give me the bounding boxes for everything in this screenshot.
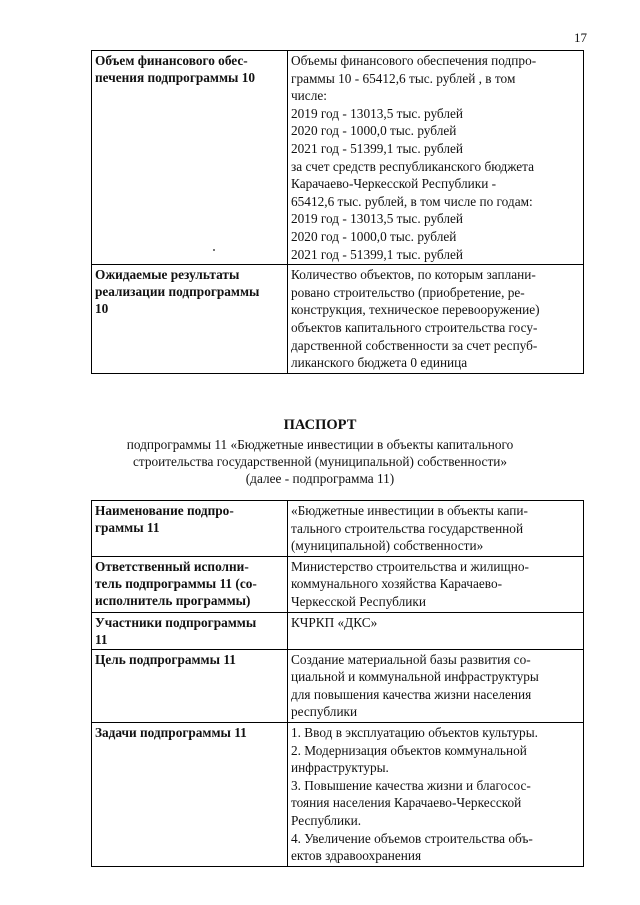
value-line: Создание материальной базы развития со- xyxy=(291,651,531,667)
value-line: Объемы финансового обеспечения подпро- xyxy=(291,53,537,68)
table-row xyxy=(92,612,584,649)
value-line: Карачаево-Черкесской Республики - xyxy=(291,176,497,192)
value-line: 2019 год - 13013,5 тыс. рублей xyxy=(291,105,464,121)
scan-speck xyxy=(213,249,215,251)
value-line: «Бюджетные инвестиции в объекты капи- xyxy=(291,503,528,518)
row-label xyxy=(92,265,288,374)
row-value xyxy=(288,51,584,265)
table-row xyxy=(92,51,584,265)
passport-subtitle xyxy=(0,436,640,487)
value-line: 4. Увеличение объемов строительства объ- xyxy=(291,830,533,846)
value-line: тояния населения Карачаево-Черкесской xyxy=(291,795,522,811)
row-label xyxy=(92,556,288,612)
value-line: Количество объектов, по которым заплани- xyxy=(291,267,536,283)
value-line: ликанского бюджета 0 единица xyxy=(291,355,468,371)
label-line: исполнитель программы) xyxy=(95,592,251,608)
row-value xyxy=(288,722,584,866)
value-line: КЧРКП «ДКС» xyxy=(291,614,378,630)
value-line: 2021 год - 51399,1 тыс. рублей xyxy=(291,246,464,262)
value-line: циальной и коммунальной инфраструктуры xyxy=(291,669,539,685)
value-line: 2. Модернизация объектов коммунальной xyxy=(291,742,527,758)
label-line: реализации подпрограммы xyxy=(95,284,260,300)
label-line: Цель подпрограммы 11 xyxy=(95,651,236,667)
value-line: числе: xyxy=(291,88,327,104)
table-row xyxy=(92,722,584,866)
value-line: Черкесской Республики xyxy=(291,593,426,609)
label-line: 10 xyxy=(95,301,109,317)
subtitle-line: (далее - подпрограмма 11) xyxy=(245,471,395,486)
label-line: Ответственный исполни- xyxy=(95,558,249,574)
subtitle-line: подпрограммы 11 «Бюджетные инвестиции в объекты капитального xyxy=(126,437,514,452)
row-value xyxy=(288,265,584,374)
row-label xyxy=(92,612,288,649)
row-label xyxy=(92,722,288,866)
label-line: 11 xyxy=(95,631,108,647)
label-line: тель подпрограммы 11 (со- xyxy=(95,575,257,591)
value-line: дарственной собственности за счет респуб- xyxy=(291,337,538,353)
financing-table xyxy=(91,50,584,374)
passport-title: ПАСПОРТ xyxy=(283,417,357,433)
row-value xyxy=(288,649,584,722)
label-line: Задачи подпрограммы 11 xyxy=(95,724,247,740)
value-line: инфраструктуры. xyxy=(291,760,389,776)
value-line: граммы 10 - 65412,6 тыс. рублей , в том xyxy=(291,70,516,86)
value-line: конструкция, техническое перевооружение) xyxy=(291,302,540,318)
value-line: за счет средств республиканского бюджета xyxy=(291,158,535,174)
label-line: Объем финансового обес- xyxy=(95,53,248,68)
value-line: Республики. xyxy=(291,812,362,828)
row-value xyxy=(288,501,584,557)
label-line: печения подпрограммы 10 xyxy=(95,70,256,85)
subtitle-line: строительства государственной (муниципальной) собственности» xyxy=(132,454,508,469)
value-line: коммунального хозяйства Карачаево- xyxy=(291,576,503,592)
value-line: 2020 год - 1000,0 тыс. рублей xyxy=(291,228,457,244)
value-line: 3. Повышение качества жизни и благосос- xyxy=(291,777,531,793)
value-line: 2021 год - 51399,1 тыс. рублей xyxy=(291,140,464,156)
label-line: Ожидаемые результаты xyxy=(95,267,240,283)
label-line: Наименование подпро- xyxy=(95,503,234,518)
row-label xyxy=(92,501,288,557)
table-row xyxy=(92,649,584,722)
table-row xyxy=(92,501,584,557)
value-line: республики xyxy=(291,704,358,720)
page-number: 17 xyxy=(574,30,587,45)
row-value xyxy=(288,612,584,649)
passport-table xyxy=(91,500,584,867)
table-row xyxy=(92,265,584,374)
label-line: граммы 11 xyxy=(95,520,160,535)
value-line: для повышения качества жизни населения xyxy=(291,686,532,702)
table-row xyxy=(92,556,584,612)
value-line: ектов здравоохранения xyxy=(291,848,422,864)
value-line: 65412,6 тыс. рублей, в том числе по годам: xyxy=(291,193,533,209)
value-line: 1. Ввод в эксплуатацию объектов культуры. xyxy=(291,724,538,740)
row-label xyxy=(92,51,288,265)
value-line: Министерство строительства и жилищно- xyxy=(291,558,529,574)
value-line: 2020 год - 1000,0 тыс. рублей xyxy=(291,123,457,139)
label-line: Участники подпрограммы xyxy=(95,614,257,630)
value-line: объектов капитального строительства госу- xyxy=(291,319,538,335)
value-line: ровано строительство (приобретение, ре- xyxy=(291,284,525,300)
row-label xyxy=(92,649,288,722)
value-line: тального строительства государственной xyxy=(291,520,524,536)
value-line: 2019 год - 13013,5 тыс. рублей xyxy=(291,211,464,227)
row-value xyxy=(288,556,584,612)
value-line: (муниципальной) собственности» xyxy=(291,538,484,554)
